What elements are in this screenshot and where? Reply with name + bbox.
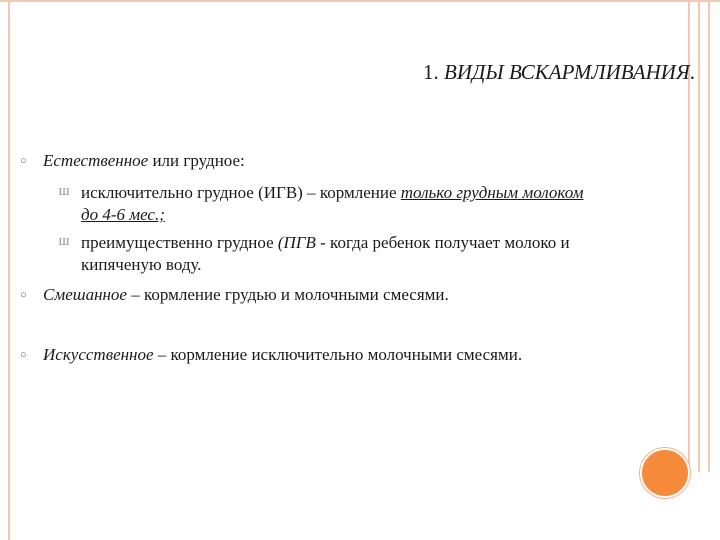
square-bullet-icon: Ш	[58, 186, 70, 198]
sub-item-emphasis: до 4-6 мес.;	[81, 205, 165, 224]
frame-right-line	[708, 0, 710, 472]
square-bullet-icon: Ш	[58, 236, 70, 248]
term-mixed-rest: – кормление грудью и молочными смесями.	[126, 285, 449, 304]
term-artificial: Искусственное	[43, 345, 154, 364]
circle-bullet-icon: ○	[20, 289, 27, 301]
title-number: 1.	[423, 60, 439, 84]
term-natural-rest: или грудное:	[148, 151, 245, 170]
sub-item-emphasis: только грудным молоком	[400, 183, 584, 202]
decorative-circle-icon	[640, 448, 690, 498]
term-natural: Естественное	[43, 151, 149, 170]
term-mixed: Смешанное	[43, 285, 127, 304]
circle-bullet-icon: ○	[20, 155, 27, 167]
frame-top-line	[0, 0, 720, 2]
slide-title	[150, 60, 695, 85]
title-dot: .	[689, 60, 695, 84]
frame-right-line	[698, 0, 700, 472]
list-item	[43, 344, 522, 366]
sub-item-text: кипяченую воду.	[81, 255, 202, 274]
sub-list-item	[81, 232, 681, 276]
list-item	[43, 284, 449, 306]
list-item	[43, 150, 245, 172]
sub-item-emphasis: (ПГВ	[277, 233, 316, 252]
frame-left-line	[8, 0, 10, 540]
sub-item-text: преимущественно грудное	[81, 233, 278, 252]
sub-item-text: - когда ребенок получает молоко и	[315, 233, 570, 252]
sub-item-text: исключительно грудное (ИГВ) – кормление	[81, 183, 401, 202]
sub-list-item	[81, 182, 681, 226]
title-text: ВИДЫ ВСКАРМЛИВАНИЯ	[444, 60, 690, 84]
term-artificial-rest: – кормление исключительно молочными смесями.	[153, 345, 523, 364]
circle-bullet-icon: ○	[20, 349, 27, 361]
